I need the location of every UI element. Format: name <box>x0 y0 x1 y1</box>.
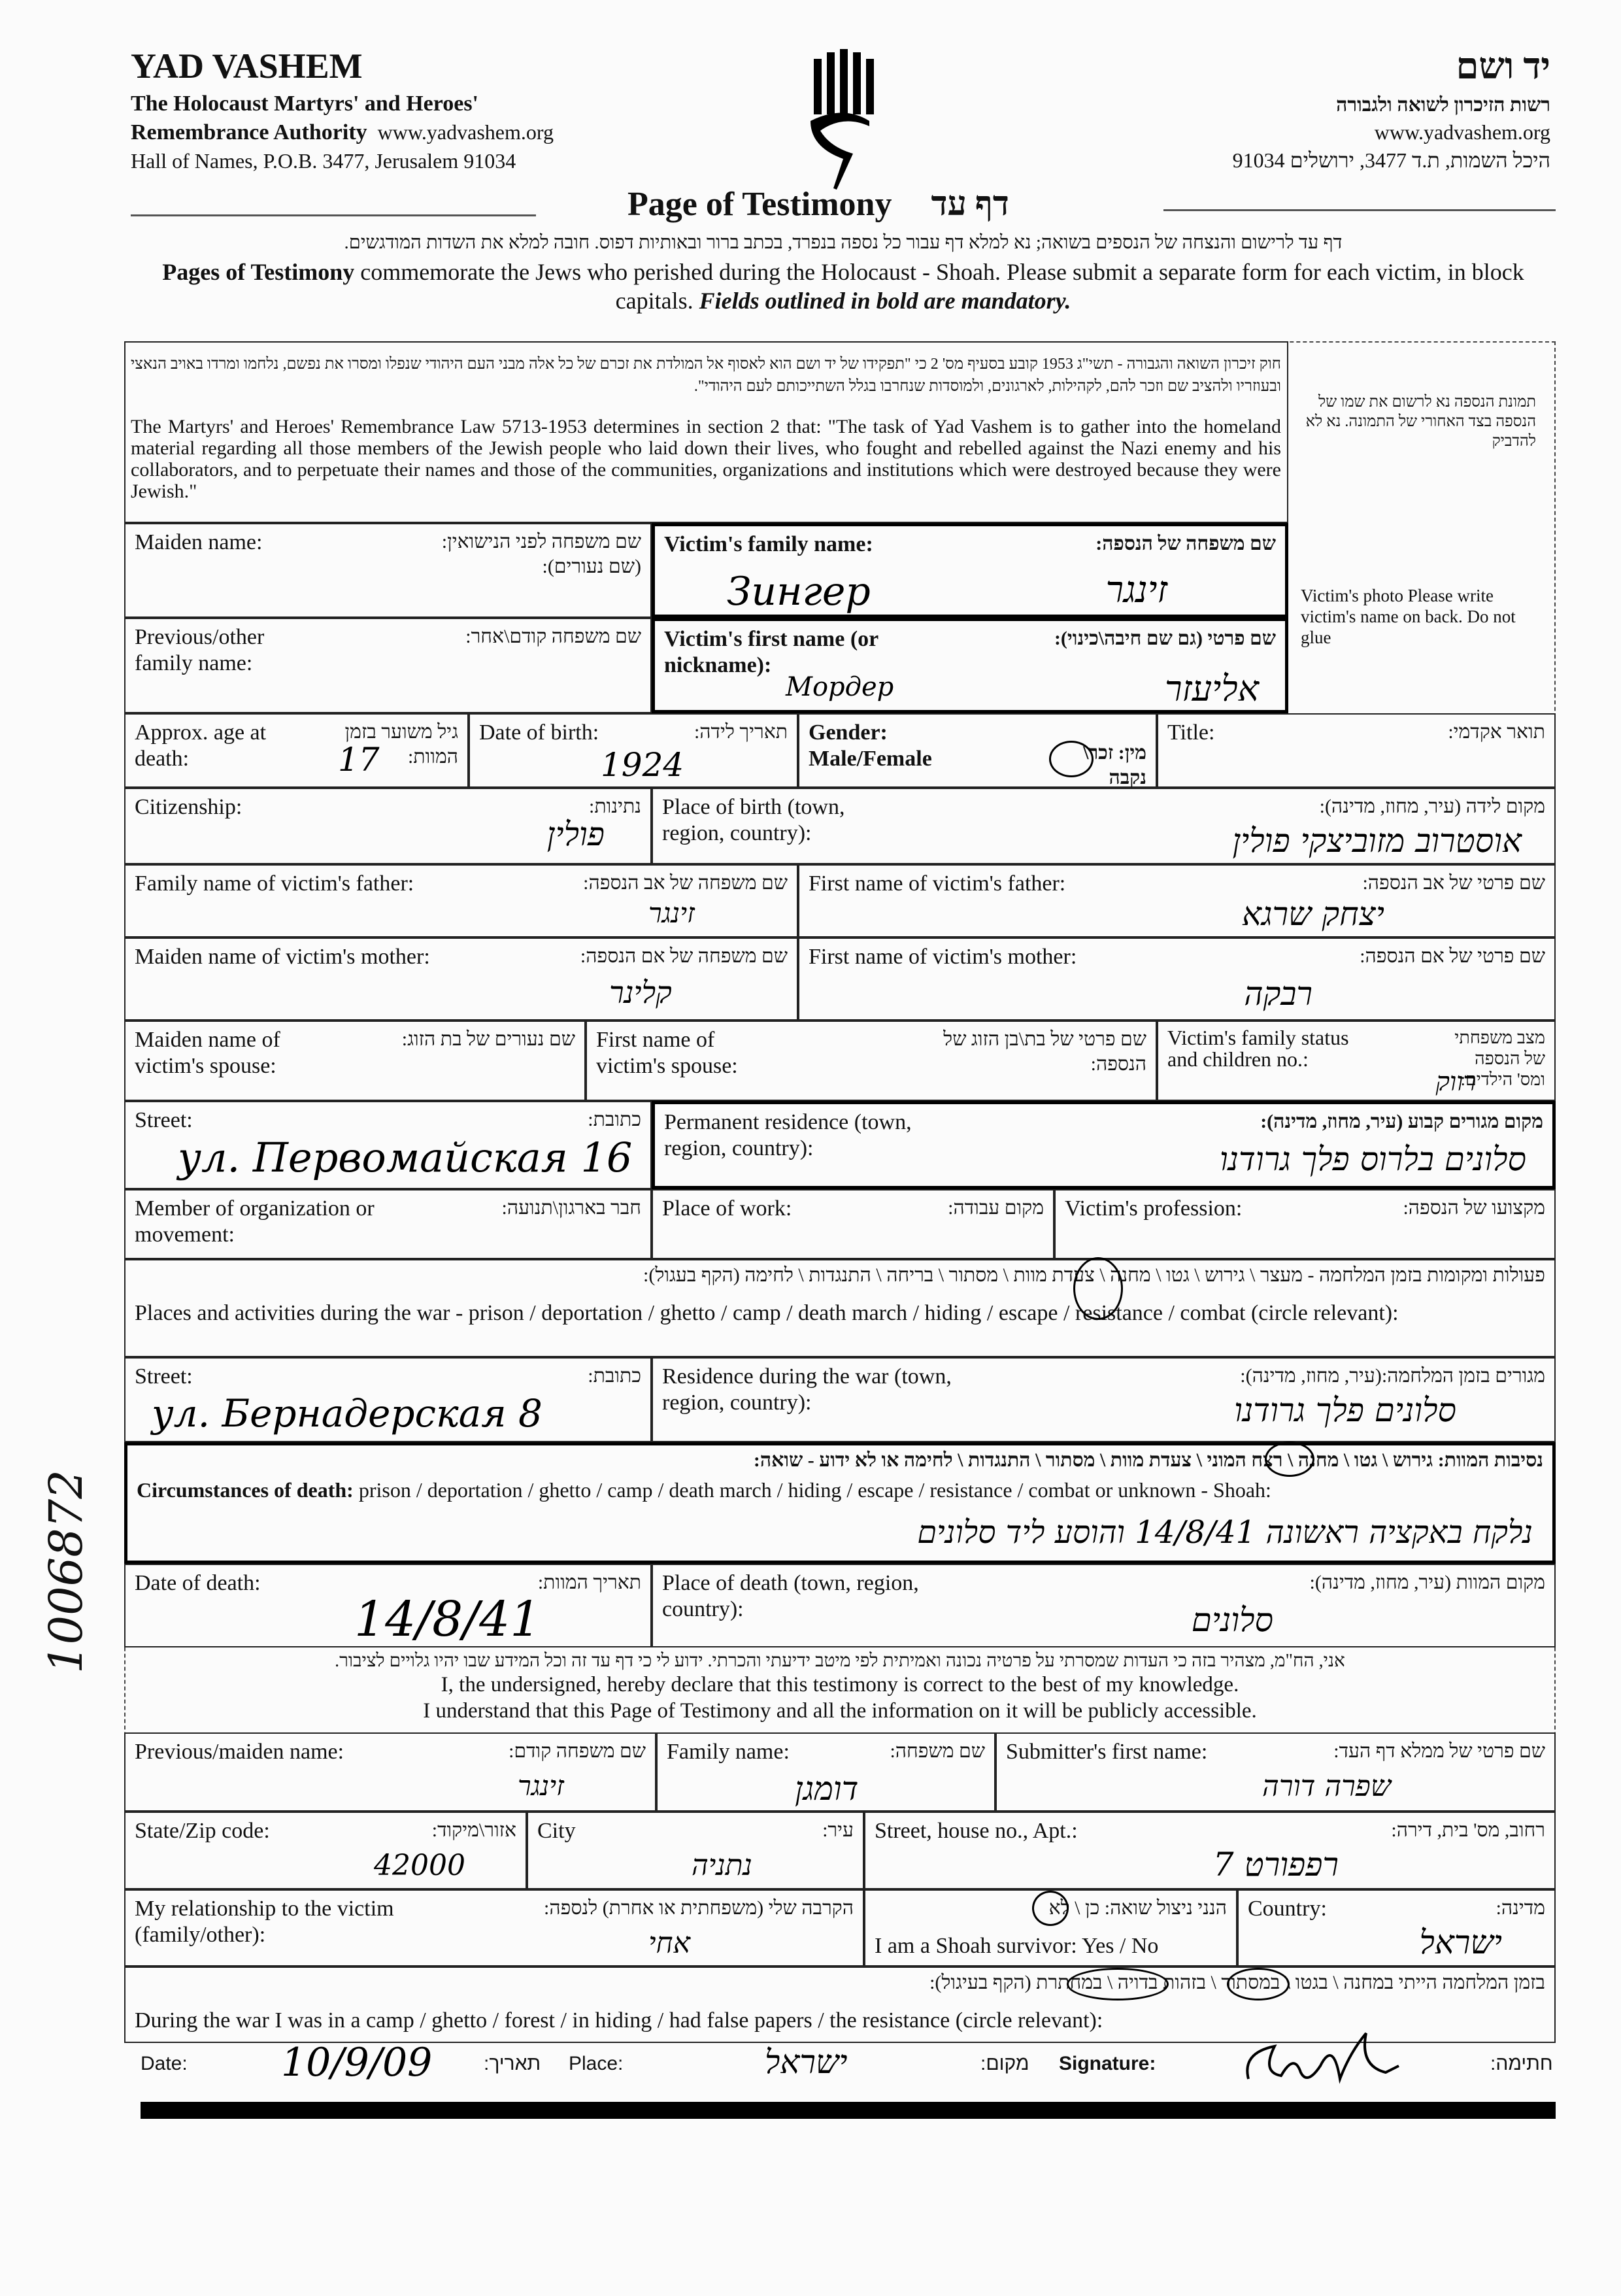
label-he: פעולות ומקומות בזמן המלחמה - מעצר \ גירוש \ גטו \ מחנה \ צעדת מוות \ מסתור \ בריחה \ התנגדות \ לחימה (הקף בעגול): <box>643 1264 1545 1286</box>
label-he: כתובת: <box>588 1365 641 1387</box>
label: Victim's profession: <box>1065 1196 1243 1221</box>
law-en: The Martyrs' and Heroes' Remembrance Law 5713-1953 determines in section 2 that: "The task of Yad Vashem is to gather into the homeland material regarding all those members of the Jewish people who laid down their lives, who fought and rebelled against the Nazi enemy and his collaborators, and to perpetuate their names and those of the communities, organizations and institutions which were destroyed because they were Jewish." <box>131 416 1281 502</box>
label: Family name of victim's father: <box>135 871 414 896</box>
divider <box>131 214 536 216</box>
value: זינגר <box>648 897 695 929</box>
family-status-field[interactable] <box>1157 1021 1556 1101</box>
label: Gender: Male/Female <box>809 720 932 771</box>
label-he: שם משפחה לפני הנישואין: (שם נעורים): <box>441 531 641 577</box>
yad-vashem-logo-icon <box>804 49 882 190</box>
value-russian: Зингер <box>727 569 871 615</box>
law-text <box>131 353 1281 502</box>
label-he: מקום לידה (עיר, מחוז, מדינה): <box>1319 796 1545 817</box>
zip-code-field[interactable] <box>124 1812 527 1889</box>
label-he: מקום המוות (עיר, מחוז, מדינה): <box>1309 1572 1545 1593</box>
label-he: מקום עבודה: <box>948 1197 1044 1219</box>
gender-field[interactable] <box>798 713 1157 788</box>
label-he: שם משפחה של אם הנספה: <box>580 945 788 967</box>
label-he: כתובת: <box>588 1109 641 1130</box>
label: Place of death (town, region, country): <box>662 1571 919 1621</box>
footer-bar <box>141 2102 1556 2119</box>
ghetto-selected-circle <box>1265 1442 1314 1477</box>
date-value: 10/9/09 <box>281 2040 433 2085</box>
date-of-death-field[interactable] <box>124 1564 652 1647</box>
spouse-maiden-name-field[interactable] <box>124 1021 586 1101</box>
label: Maiden name of victim's spouse: <box>135 1028 280 1078</box>
label-he: שם משפחה קודם: <box>509 1740 646 1762</box>
intro-mandatory-note: Fields outlined in bold are mandatory. <box>699 288 1071 314</box>
shoah-survivor-field[interactable] <box>864 1889 1237 1967</box>
signature-label: Signature: <box>1059 2053 1156 2074</box>
address-en: Hall of Names, P.O.B. 3477, Jerusalem 91034 <box>131 149 516 173</box>
label: First name of victim's father: <box>809 871 1066 896</box>
value: ул. Бернадерская 8 <box>152 1391 543 1436</box>
website-link-he[interactable]: www.yadvashem.org <box>1374 120 1550 144</box>
war-residence-field[interactable] <box>652 1357 1556 1442</box>
label-he: שם משפחה קודם\אחר: <box>465 626 641 647</box>
label-he: נתינות: <box>589 796 641 817</box>
archive-number: 1006872 <box>39 1470 93 1674</box>
place-of-death-field[interactable] <box>652 1564 1556 1647</box>
place-label: Place: <box>569 2053 624 2074</box>
value: שפרה דורה <box>1262 1770 1391 1803</box>
label-he: שם פרטי של בת\בן הזוג של הנספה: <box>943 1028 1146 1075</box>
label-he: נסיבות המוות: גירוש \ גטו \ מחנה \ רצח המוני \ צעדת מוות \ מסתור \ התנגדות \ לחימה או לא ידוע - שואה: <box>753 1449 1543 1471</box>
age-at-death-field[interactable] <box>124 713 469 788</box>
mother-maiden-name-field[interactable] <box>124 937 798 1021</box>
label-he: הקרבה שלי (משפחתית או אחרת) לנספה: <box>544 1897 854 1919</box>
value: סלונים בלרוס פלך גרודנו <box>1219 1140 1526 1178</box>
org-header-en <box>131 46 554 173</box>
label-he: שם פרטי (גם שם חיבה\כינוי): <box>1054 628 1276 649</box>
signature-label-he: חתימה: <box>1490 2053 1553 2074</box>
value: 14/8/41 <box>354 1591 541 1647</box>
street-address-field[interactable] <box>864 1812 1556 1889</box>
place-of-birth-field[interactable] <box>652 788 1556 864</box>
value: קלינר <box>609 975 672 1010</box>
submitter-family-name-field[interactable] <box>656 1732 995 1812</box>
page-title <box>627 185 1009 224</box>
declaration-en-2: I understand that this Page of Testimony and all the information on it will be publicly accessible. <box>423 1699 1257 1723</box>
label: Maiden name of victim's mother: <box>135 945 430 969</box>
intro-en <box>131 258 1556 315</box>
ghetto-selected-circle <box>1227 1968 1290 2001</box>
male-selected-circle <box>1049 741 1094 777</box>
mother-first-name-field[interactable] <box>798 937 1556 1021</box>
label: Member of organization or movement: <box>135 1196 375 1247</box>
signature-icon[interactable] <box>1235 2027 1405 2099</box>
value: סלונים פלך גרודנו <box>1234 1391 1456 1429</box>
label-he: תואר אקדמי: <box>1448 721 1545 743</box>
address-he: היכל השמות, ת.ד 3477, ירושלים 91034 <box>1232 148 1550 172</box>
label-he: שם פרטי של אב הנספה: <box>1362 872 1545 894</box>
label-he: הנני ניצול שואה: כן \ לא <box>1048 1897 1227 1919</box>
declaration-he: אני, הח"מ, מצהיר בזה כי העדות שמסרתי על פרטיה נכונה ואמיתית לפי מיטב ידיעתי והכרתי. ידוע לי כי דף עד זה וכל המידע שבו יהיו גלויים לציבור. <box>335 1651 1345 1671</box>
label-he: רחוב, מס' בית, דירה: <box>1391 1819 1545 1841</box>
org-name-he: יד ושם <box>1456 46 1550 87</box>
label: State/Zip code: <box>135 1819 270 1843</box>
label-he: שם משפחה של הנספה: <box>1095 533 1276 554</box>
value-hebrew: זינגר <box>1105 569 1167 611</box>
submitter-maiden-name-field[interactable] <box>124 1732 656 1812</box>
ghetto-selected-circle <box>1073 1257 1123 1320</box>
value: 17 <box>338 741 380 779</box>
value: 1924 <box>601 746 684 784</box>
label-he: תאריך לידה: <box>694 721 788 743</box>
label-he: שם נעורים של בת הזוג: <box>401 1028 575 1050</box>
previous-family-name-field[interactable] <box>124 618 652 713</box>
father-family-name-field[interactable] <box>124 864 798 937</box>
label: During the war I was in a camp / ghetto / forest / in hiding / had false papers / the resistance (circle relevant): <box>135 2008 1103 2033</box>
label: Date of death: <box>135 1571 261 1595</box>
label-he: מדינה: <box>1496 1897 1545 1919</box>
value: 42000 <box>374 1849 465 1882</box>
date-of-birth-field[interactable] <box>469 713 798 788</box>
label-he: שם פרטי של ממלא דף העד: <box>1333 1740 1545 1762</box>
label-he: בזמן המלחמה הייתי במחנה \ בגטו \ במסתור \ בזהות בדויה \ במחתרת (הקף בעיגול): <box>929 1972 1545 1993</box>
title-field[interactable] <box>1157 713 1556 788</box>
place-label-he: מקום: <box>980 2053 1029 2074</box>
label-he: שם משפחה: <box>890 1740 985 1762</box>
label: Approx. age at death: <box>135 720 267 771</box>
intro-text: commemorate the Jews who perished during the Holocaust - Shoah. Please submit a separate form for each victim, in block capitals. <box>354 259 1524 314</box>
value: יצחק שרגא <box>1241 895 1384 933</box>
country-field[interactable] <box>1237 1889 1556 1967</box>
declaration <box>124 1651 1556 1724</box>
victim-first-name-field[interactable] <box>652 618 1288 713</box>
value: רווק <box>1435 1067 1476 1097</box>
label: Title: <box>1167 720 1215 745</box>
maiden-name-field[interactable] <box>124 523 652 618</box>
label-he: אזור\מיקוד: <box>431 1819 516 1841</box>
label: Place of work: <box>662 1196 792 1221</box>
label-he: מקצועו של הנספה: <box>1403 1197 1545 1219</box>
submitter-first-name-field[interactable] <box>995 1732 1556 1812</box>
label: Maiden name: <box>135 530 263 554</box>
value: ישראל <box>1419 1923 1502 1961</box>
underground-selected-circle <box>1067 1968 1169 2001</box>
label: Victim's first name (or nickname): <box>664 627 878 677</box>
yes-selected-circle <box>1032 1891 1069 1926</box>
website-link[interactable]: www.yadvashem.org <box>377 120 554 144</box>
label-he: שם פרטי של אם הנספה: <box>1360 945 1545 967</box>
victim-family-name-field[interactable] <box>652 523 1288 618</box>
label: First name of victim's spouse: <box>596 1028 738 1078</box>
label: First name of victim's mother: <box>809 945 1077 969</box>
label: Victim's family status and children no.: <box>1167 1026 1349 1071</box>
value: ул. Первомайская 16 <box>178 1134 633 1181</box>
value-hebrew: אליעזר <box>1165 668 1259 709</box>
label: Previous/maiden name: <box>135 1740 344 1764</box>
date-label: Date: <box>141 2053 188 2074</box>
value: סלונים <box>1191 1601 1273 1639</box>
label: Place of birth (town, region, country): <box>662 795 845 845</box>
label: Street: <box>135 1108 193 1132</box>
label-he: תאריך המוות: <box>537 1572 641 1593</box>
org-subtitle: The Holocaust Martyrs' and Heroes' <box>131 92 478 116</box>
label-bold: Circumstances of death: <box>137 1478 354 1502</box>
label-he: מקום מגורים קבוע (עיר, מחוז, מדינה): <box>1260 1111 1543 1132</box>
value: רפפורט 7 <box>1212 1846 1339 1883</box>
title-en: Page of Testimony <box>627 186 892 223</box>
spouse-first-name-field[interactable] <box>586 1021 1157 1101</box>
photo-note-he: תמונת הנספה נא לרשום את שמו של הנספה בצד האחורי של התמונה. נא לא להדביק <box>1305 394 1536 450</box>
label: I am a Shoah survivor: Yes / No <box>875 1934 1159 1958</box>
label-he: גיל משוער בזמן המוות: <box>344 721 458 768</box>
photo-note-en: Victim's photo Please write victim's name on back. Do not glue <box>1301 586 1516 647</box>
declaration-en-1: I, the undersigned, hereby declare that this testimony is correct to the best of my knowledge. <box>441 1673 1239 1697</box>
label-he: שם משפחה של אב הנספה: <box>583 872 788 894</box>
citizenship-field[interactable] <box>124 788 652 864</box>
value-russian: Мордер <box>786 672 894 702</box>
label: Places and activities during the war - prison / deportation / ghetto / camp / death march / hiding / escape / resistance / combat (circle relevant): <box>135 1301 1399 1325</box>
label-he: מגורים בזמן המלחמה:(עיר, מחוז, מדינה): <box>1240 1365 1545 1387</box>
label: Permanent residence (town, region, country): <box>664 1110 912 1160</box>
label: Street: <box>135 1364 193 1389</box>
profession-field[interactable] <box>1054 1189 1556 1259</box>
war-activities-field[interactable] <box>124 1259 1556 1357</box>
war-street-field[interactable] <box>124 1357 652 1442</box>
value: נלקח באקציה ראשונה 14/8/41 והוסע ליד סלונים <box>917 1514 1533 1551</box>
relationship-field[interactable] <box>124 1889 864 1967</box>
label-he: חבר בארגון\תנועה: <box>501 1197 641 1219</box>
org-subtitle-he: רשות הזיכרון לשואה ולגבורה <box>1336 94 1550 116</box>
label: Submitter's first name: <box>1006 1740 1208 1764</box>
title-he: דף עד <box>931 186 1009 223</box>
value: רבקה <box>1244 975 1312 1013</box>
label: prison / deportation / ghetto / camp / death march / hiding / escape / resistance / combat or unknown - Shoah: <box>353 1478 1271 1502</box>
place-value: ישראל <box>765 2043 848 2081</box>
value: אחי <box>648 1927 690 1960</box>
label-he: מין: זכר\ נקבה <box>1083 742 1146 788</box>
date-label-he: תאריך: <box>484 2053 541 2074</box>
value: נתניה <box>692 1849 752 1882</box>
value: פולין <box>546 815 605 853</box>
label: Country: <box>1248 1897 1327 1921</box>
intro-bold: Pages of Testimony <box>162 259 355 285</box>
place-of-work-field[interactable] <box>652 1189 1054 1259</box>
divider <box>1163 209 1556 211</box>
father-first-name-field[interactable] <box>798 864 1556 937</box>
value: דומגן <box>795 1770 859 1808</box>
city-field[interactable] <box>527 1812 864 1889</box>
label: Citizenship: <box>135 795 242 819</box>
label: Family name: <box>667 1740 790 1764</box>
law-he: חוק זיכרון השואה והגבורה - תשי"ג 1953 קובע בסעיף מס' 2 כי "תפקידו של יד ושם הוא לאסוף אל המולדת את זכרם של כל אלה מבני העם היהודי שנפלו ומסרו את נפשם, נלחמו ומרדו באויב הנאצי ובעוזריו ולהציב שם וזכר להם, לקהילות, לארגונים, ולמוסדות שנחרבו בגלל השתייכותם לעם היהודי". <box>131 356 1281 395</box>
org-header-he <box>1233 46 1550 173</box>
intro <box>131 232 1556 315</box>
intro-he: דף עד לרישום והנצחה של הנספים בשואה; נא למלא דף עבור כל נספה בנפרד, בכתב ברור ובאותיות דפוס. חובה למלא את השדות המודגשים. <box>344 232 1343 253</box>
org-subtitle-2: Remembrance Authority <box>131 120 367 144</box>
label: Residence during the war (town, region, country): <box>662 1364 952 1415</box>
organization-field[interactable] <box>124 1189 652 1259</box>
label: My relationship to the victim (family/other): <box>135 1897 394 1947</box>
org-name: YAD VASHEM <box>131 46 363 86</box>
label-he: מצב משפחתי של הנספה ומס' הילדים: <box>1454 1028 1545 1089</box>
street-field[interactable] <box>124 1101 652 1189</box>
label: Victim's family name: <box>664 532 873 556</box>
value: זינגר <box>518 1770 564 1802</box>
label: Previous/other family name: <box>135 625 265 675</box>
circumstances-of-death-field[interactable] <box>124 1442 1556 1564</box>
label: City <box>537 1819 576 1843</box>
label: Date of birth: <box>479 720 599 745</box>
label: Street, house no., Apt.: <box>875 1819 1078 1843</box>
value: אוסטרוב מזוביצקי פולין <box>1232 822 1522 860</box>
permanent-residence-field[interactable] <box>652 1101 1556 1189</box>
label-he: עיר: <box>822 1819 854 1841</box>
